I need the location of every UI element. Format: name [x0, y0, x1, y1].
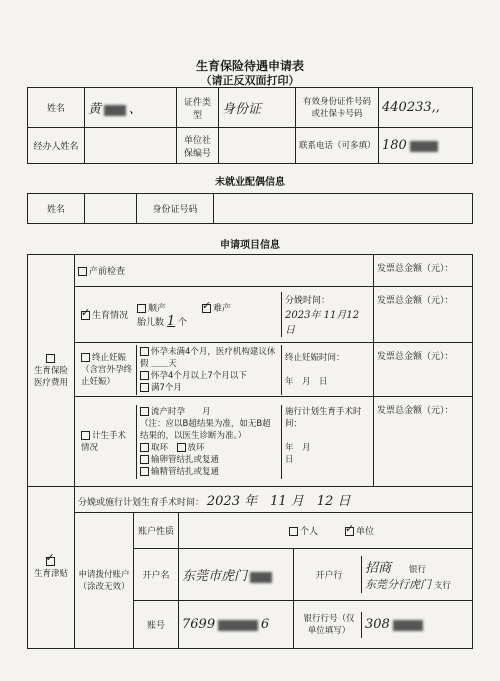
id-number-field[interactable]: 440233,,: [379, 88, 473, 128]
bank-code-label: 银行行号（仅单位填写）: [297, 612, 362, 638]
account-no-label: 账号: [134, 601, 179, 649]
redaction-mark: [218, 620, 258, 631]
account-type-options[interactable]: 个人 ✓ 单位: [179, 513, 473, 549]
spouse-name-label: 姓名: [28, 194, 85, 224]
spouse-id-label: 身份证号码: [137, 194, 214, 224]
holder-field[interactable]: 东莞市虎门: [179, 549, 294, 601]
spouse-section-title: 未就业配偶信息: [215, 177, 285, 188]
name-label: 姓名: [28, 88, 85, 128]
applicant-table: [27, 87, 473, 164]
termination-row: [75, 343, 374, 397]
phone-label: 联系电话（可多填）: [296, 128, 379, 164]
invoice-label-3: 发票总金额（元）：: [374, 343, 473, 397]
bank-code-value[interactable]: 308: [362, 612, 470, 638]
delivery-time[interactable]: 分娩时间： 2023年 11月12日: [282, 292, 371, 337]
termination-label[interactable]: 终止妊娠（含宫外孕终止妊娠）: [81, 352, 133, 387]
prenatal-option[interactable]: 产前检查: [75, 255, 374, 287]
holder-label: 开户名: [134, 549, 179, 601]
unit-code-field[interactable]: [219, 128, 296, 164]
planned-row: [75, 397, 374, 487]
account-no-field[interactable]: 7699 6: [179, 601, 294, 649]
form-subtitle: （请正反双面打印）: [200, 74, 300, 87]
redaction-mark: [250, 572, 272, 583]
termination-time[interactable]: 终止妊娠时间： 年 月 日: [282, 345, 371, 395]
delivery-row: [75, 287, 374, 343]
name-field[interactable]: 黄 、: [85, 88, 177, 128]
termination-options[interactable]: 怀孕未满4个月，医疗机构建议休假 ＿＿天 怀孕4个月以上7个月以下 满7个月: [137, 345, 282, 395]
form-title: 生育保险待遇申请表: [195, 59, 304, 73]
bank-code-field[interactable]: [294, 601, 473, 649]
bank-label: 开户行: [297, 556, 362, 593]
agent-name-label: 经办人姓名: [28, 128, 85, 164]
redaction-mark: [410, 141, 438, 152]
redaction-mark: [393, 620, 423, 631]
spouse-id-field[interactable]: [214, 194, 473, 224]
invoice-label: 发票总金额（元）：: [374, 255, 473, 287]
unit-code-label: 单位社保编号: [177, 128, 219, 164]
id-number-label: 有效身份证件号码或社保卡号码: [296, 88, 379, 128]
allowance-date[interactable]: 分娩或施行计划生育手术时间： 2023 年 11 月 12 日: [75, 487, 473, 513]
id-type-field[interactable]: 身份证: [219, 88, 296, 128]
delivery-label[interactable]: ✓生育情况: [78, 292, 134, 337]
planned-time[interactable]: 施行计划生育手术时间： 年 月 日: [282, 405, 371, 479]
planned-options[interactable]: 流产时孕 月 （注：应以B超结果为准，如无B超结果的，以医生诊断为准。） 取环 放环 输卵管结扎或复通 输精管结扎或复通: [137, 405, 282, 479]
phone-field[interactable]: 180: [379, 128, 473, 164]
medical-table: [27, 254, 473, 487]
redaction-mark: [104, 105, 126, 116]
bank-value[interactable]: 招商 银行 东莞分行虎门 支行: [365, 561, 451, 591]
delivery-options[interactable]: 顺产 ✓ 难产 胎儿数 1 个: [134, 292, 282, 337]
bank-field[interactable]: [294, 549, 473, 601]
invoice-label-4: 发票总金额（元）：: [374, 397, 473, 487]
allowance-group-label[interactable]: ✓ 生育津贴: [28, 487, 75, 649]
spouse-name-field[interactable]: [85, 194, 137, 224]
account-type-label: 账户性质: [134, 513, 179, 549]
agent-name-field[interactable]: [85, 128, 177, 164]
application-section-title: 申请项目信息: [220, 240, 280, 251]
id-type-label: 证件类型: [177, 88, 219, 128]
medical-group-label: 生育保险医疗费用: [28, 255, 75, 487]
allowance-table: [27, 486, 473, 649]
spouse-table: [27, 193, 473, 224]
account-label: 申请拨付账户（涂改无效）: [75, 513, 134, 649]
planned-label[interactable]: 计生手术情况: [81, 430, 127, 453]
invoice-label-2: 发票总金额（元）：: [374, 287, 473, 343]
